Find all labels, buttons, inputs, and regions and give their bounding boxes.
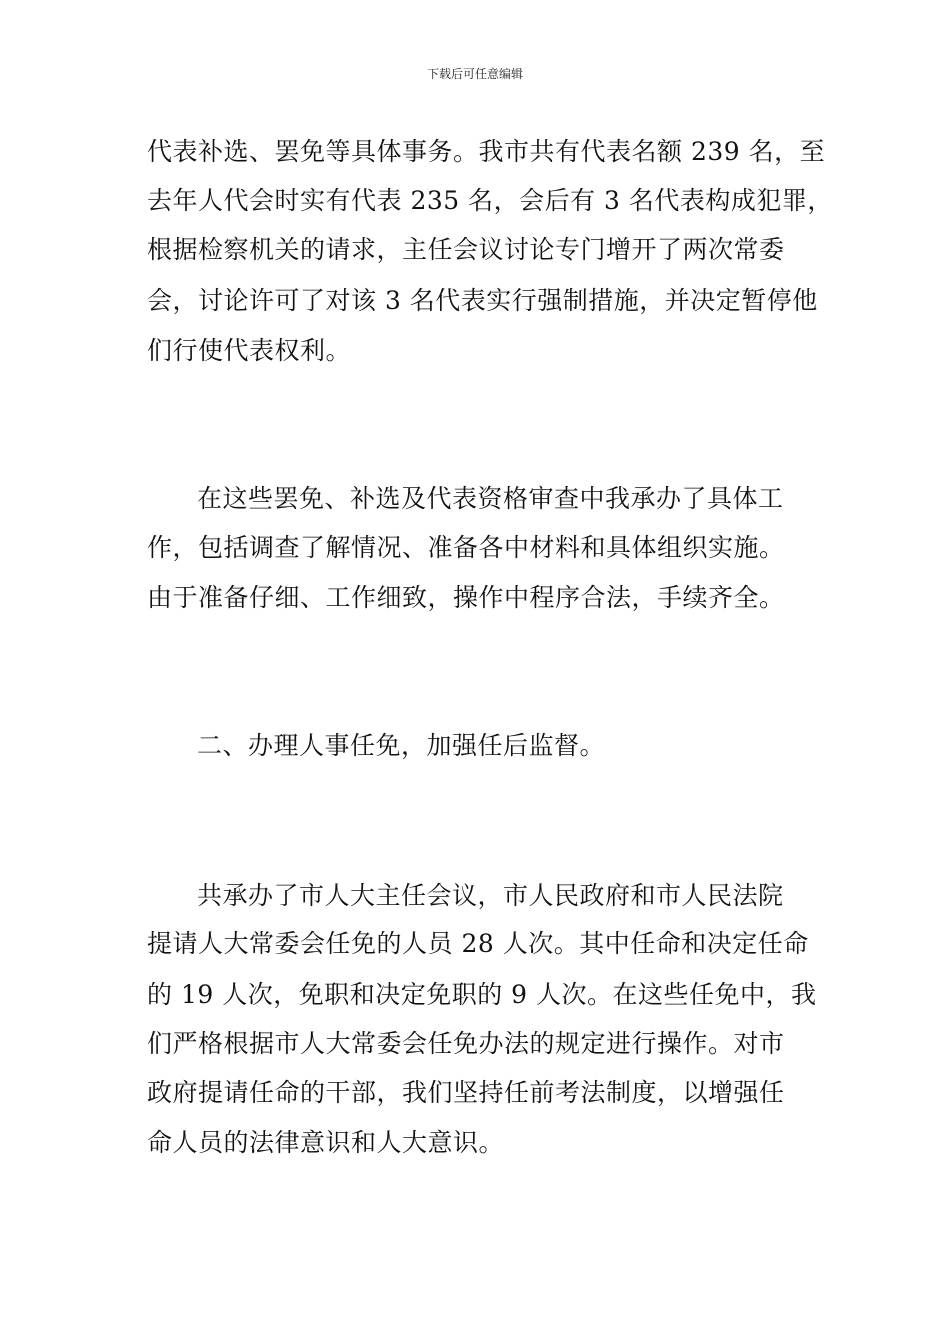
paragraph-line: 政府提请任命的干部，我们坚持任前考法制度，以增强任 — [147, 1078, 785, 1107]
paragraph-line: 的 19 人次，免职和决定免职的 9 人次。在这些任免中，我 — [147, 980, 817, 1009]
paragraph-line: 在这些罢免、补选及代表资格审查中我承办了具体工 — [197, 484, 784, 513]
paragraph-line: 作，包括调查了解情况、准备各中材料和具体组织实施。 — [147, 533, 785, 562]
paragraph-line: 共承办了市人大主任会议，市人民政府和市人民法院 — [197, 881, 784, 910]
paragraph-line: 根据检察机关的请求，主任会议讨论专门增开了两次常委 — [147, 235, 785, 264]
paragraph-line: 会，讨论许可了对该 3 名代表实行强制措施，并决定暂停他 — [147, 286, 818, 315]
page-header: 下载后可任意编辑 — [426, 67, 523, 81]
paragraph-line: 们严格根据市人大常委会任免办法的规定进行操作。对市 — [147, 1029, 785, 1058]
paragraph-line: 提请人大常委会任免的人员 28 人次。其中任命和决定任命 — [147, 929, 809, 958]
paragraph-line: 们行使代表权利。 — [147, 336, 352, 365]
paragraph-line: 命人员的法律意识和人大意识。 — [147, 1128, 505, 1157]
paragraph-line: 去年人代会时实有代表 235 名，会后有 3 名代表构成犯罪， — [147, 186, 833, 215]
paragraph-line: 由于准备仔细、工作细致，操作中程序合法，手续齐全。 — [147, 583, 785, 612]
section-heading: 二、办理人事任免，加强任后监督。 — [197, 731, 606, 760]
paragraph-line: 代表补选、罢免等具体事务。我市共有代表名额 239 名，至 — [147, 137, 826, 166]
